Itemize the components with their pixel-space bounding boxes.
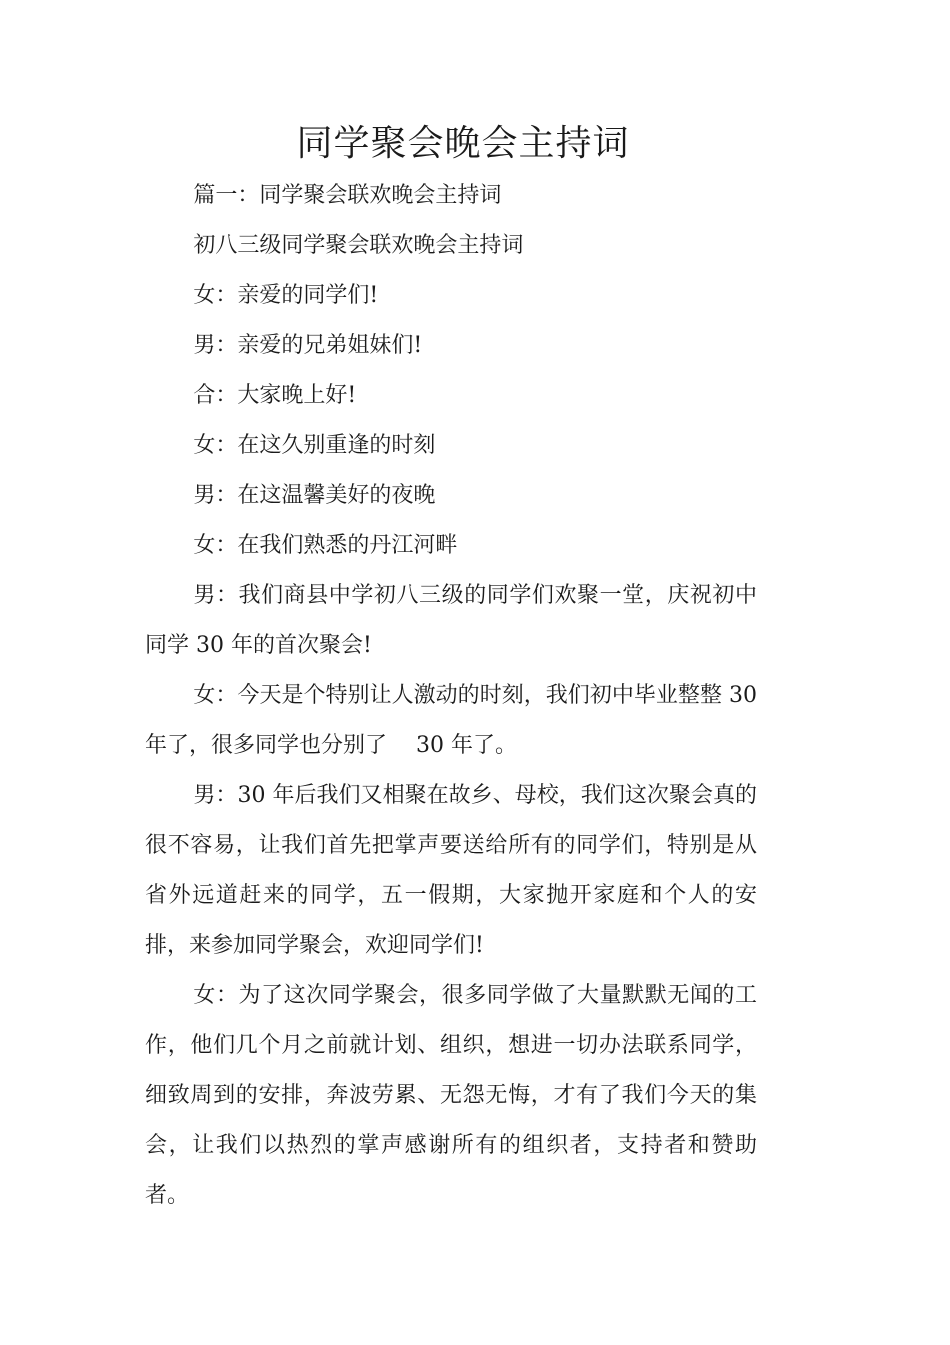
paragraph: 女：今天是个特别让人激动的时刻，我们初中毕业整整 30 年了，很多同学也分别了 30 年了。 <box>145 683 757 758</box>
paragraph: 男：在这温馨美好的夜晚 <box>193 483 436 508</box>
paragraph: 篇一：同学聚会联欢晚会主持词 <box>193 183 502 208</box>
paragraph: 男：30 年后我们又相聚在故乡、母校，我们这次聚会真的很不容易，让我们首先把掌声要送给所有的同学们，特别是从省外远道赶来的同学，五一假期，大家抛开家庭和个人的安排，来参加同学聚会，欢迎同学们! <box>145 783 757 958</box>
paragraph: 女：亲爱的同学们! <box>193 283 379 308</box>
paragraph: 男：我们商县中学初八三级的同学们欢聚一堂，庆祝初中同学 30 年的首次聚会! <box>145 583 757 658</box>
document-body <box>145 171 757 1221</box>
paragraph: 初八三级同学聚会联欢晚会主持词 <box>193 233 524 258</box>
document-title: 同学聚会晚会主持词 <box>296 123 630 164</box>
paragraph: 女：在这久别重逢的时刻 <box>193 433 436 458</box>
paragraph: 合：大家晚上好! <box>193 383 357 408</box>
paragraph: 男：亲爱的兄弟姐妹们! <box>193 333 423 358</box>
paragraph: 女：在我们熟悉的丹江河畔 <box>193 533 458 558</box>
paragraph: 女：为了这次同学聚会，很多同学做了大量默默无闻的工作，他们几个月之前就计划、组织，想进一切办法联系同学，细致周到的安排，奔波劳累、无怨无悔，才有了我们今天的集会，让我们以热烈的掌声感谢所有的组织者，支持者和赞助者。 <box>145 983 757 1208</box>
